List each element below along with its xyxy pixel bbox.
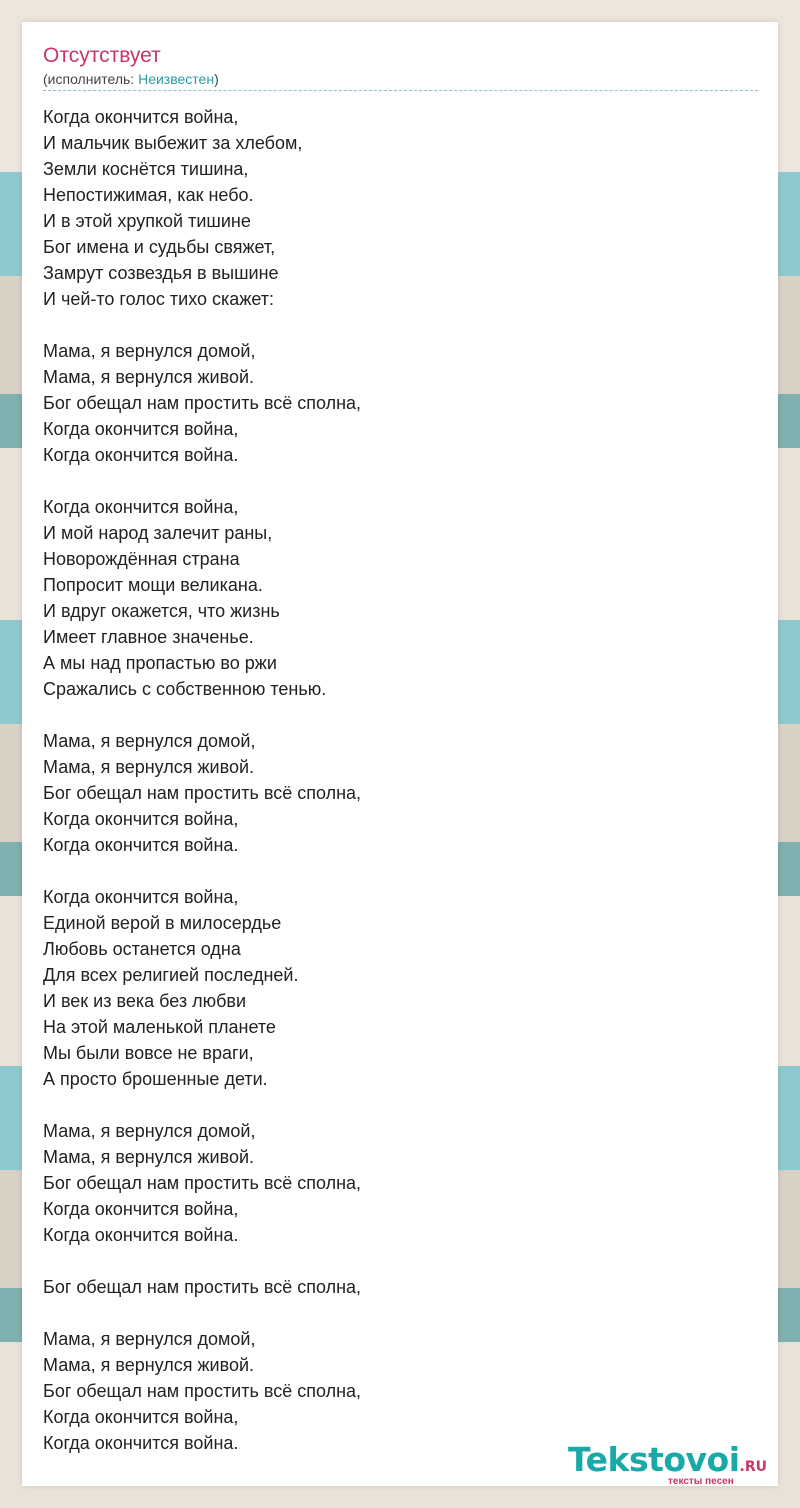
- lyrics-line: А мы над пропастью во ржи: [43, 653, 277, 673]
- lyrics-text: [43, 104, 758, 1482]
- lyrics-stanza: [43, 104, 758, 312]
- lyrics-line: Бог обещал нам простить всё сполна,: [43, 1173, 362, 1193]
- lyrics-line: Мы были вовсе не враги,: [43, 1043, 254, 1063]
- lyrics-line: Когда окончится война,: [43, 887, 239, 907]
- site-logo[interactable]: [568, 1440, 778, 1486]
- lyrics-line: Бог имена и судьбы свяжет,: [43, 237, 276, 257]
- lyrics-stanza: [43, 884, 758, 1092]
- lyrics-line: Мама, я вернулся домой,: [43, 1121, 256, 1141]
- lyrics-line: Бог обещал нам простить всё сполна,: [43, 783, 362, 803]
- artist-suffix: ): [214, 71, 219, 87]
- lyrics-line: Когда окончится война.: [43, 1225, 239, 1245]
- lyrics-line: Мама, я вернулся живой.: [43, 757, 255, 777]
- song-title: Отсутствует: [43, 44, 161, 67]
- lyrics-line: Когда окончится война.: [43, 1433, 239, 1453]
- lyrics-line: Для всех религией последней.: [43, 965, 299, 985]
- logo-tagline: тексты песен: [668, 1476, 734, 1487]
- lyrics-line: Имеет главное значенье.: [43, 627, 254, 647]
- lyrics-line: Когда окончится война,: [43, 809, 239, 829]
- logo-domain: .RU: [739, 1459, 768, 1475]
- lyrics-line: И вдруг окажется, что жизнь: [43, 601, 280, 621]
- lyrics-line: Сражались с собственною тенью.: [43, 679, 327, 699]
- artist-line: [43, 70, 758, 88]
- lyrics-line: Когда окончится война,: [43, 419, 239, 439]
- lyrics-line: Когда окончится война.: [43, 445, 239, 465]
- lyrics-line: И век из века без любви: [43, 991, 247, 1011]
- lyrics-stanza: [43, 338, 758, 468]
- lyrics-line: И в этой хрупкой тишине: [43, 211, 251, 231]
- lyrics-line: Когда окончится война,: [43, 1199, 239, 1219]
- lyrics-line: Замрут созвездья в вышине: [43, 263, 279, 283]
- lyrics-line: Мама, я вернулся живой.: [43, 1147, 255, 1167]
- lyrics-line: Мама, я вернулся домой,: [43, 1329, 256, 1349]
- lyrics-stanza: [43, 1118, 758, 1248]
- lyrics-line: Когда окончится война,: [43, 107, 239, 127]
- song-header: [43, 42, 758, 91]
- lyrics-line: Мама, я вернулся живой.: [43, 1355, 255, 1375]
- lyrics-line: Единой верой в милосердье: [43, 913, 282, 933]
- lyrics-line: Когда окончится война.: [43, 835, 239, 855]
- lyrics-line: И мальчик выбежит за хлебом,: [43, 133, 303, 153]
- lyrics-stanza: [43, 1326, 758, 1456]
- lyrics-stanza: [43, 494, 758, 702]
- lyrics-line: Когда окончится война,: [43, 1407, 239, 1427]
- lyrics-line: На этой маленькой планете: [43, 1017, 276, 1037]
- lyrics-line: Бог обещал нам простить всё сполна,: [43, 1381, 362, 1401]
- lyrics-stanza: [43, 728, 758, 858]
- lyrics-line: Бог обещал нам простить всё сполна,: [43, 393, 362, 413]
- lyrics-line: А просто брошенные дети.: [43, 1069, 268, 1089]
- lyrics-line: Любовь останется одна: [43, 939, 241, 959]
- lyrics-line: Когда окончится война,: [43, 497, 239, 517]
- lyrics-line: И мой народ залечит раны,: [43, 523, 273, 543]
- lyrics-line: Бог обещал нам простить всё сполна,: [43, 1277, 362, 1297]
- lyrics-line: Мама, я вернулся домой,: [43, 341, 256, 361]
- logo-name: Tekstovoi: [568, 1440, 740, 1479]
- lyrics-line: Новорождённая страна: [43, 549, 240, 569]
- artist-prefix: (исполнитель:: [43, 71, 139, 87]
- lyrics-line: Мама, я вернулся домой,: [43, 731, 256, 751]
- lyrics-line: И чей-то голос тихо скажет:: [43, 289, 275, 309]
- lyrics-line: Непостижимая, как небо.: [43, 185, 254, 205]
- artist-link[interactable]: Неизвестен: [138, 71, 215, 87]
- lyrics-line: Земли коснётся тишина,: [43, 159, 249, 179]
- lyrics-line: Попросит мощи великана.: [43, 575, 263, 595]
- lyrics-stanza: [43, 1274, 758, 1300]
- lyrics-card: [22, 22, 778, 1486]
- lyrics-line: Мама, я вернулся живой.: [43, 367, 255, 387]
